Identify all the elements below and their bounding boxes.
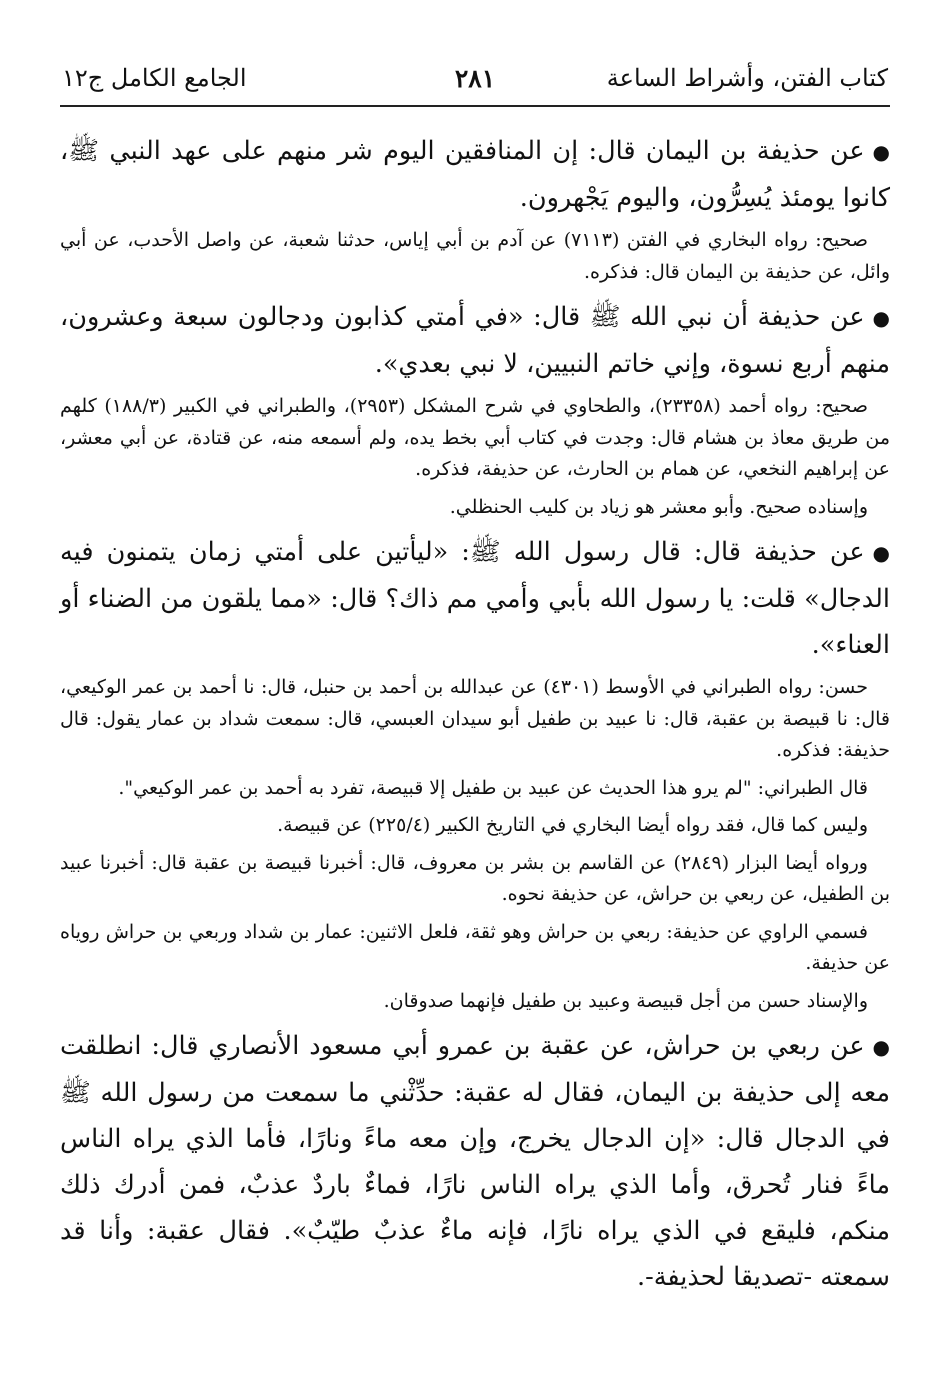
- bullet-icon: ●: [872, 1035, 890, 1059]
- takhrij-note: حسن: رواه الطبراني في الأوسط (٤٣٠١) عن عبدالله بن أحمد بن حنبل، قال: نا أحمد بن عمر الوكيعي، قال: نا قبيصة بن عقبة، قال: نا عبيد بن طفيل أبو سيدان العبسي، قال: سمعت شداد بن عمار يقول: قال حذيفة: فذكره.: [60, 676, 890, 761]
- takhrij-note: والإسناد حسن من أجل قبيصة وعبيد بن طفيل فإنهما صدوقان.: [383, 989, 868, 1012]
- page-body: [60, 128, 890, 1304]
- takhrij-note: وإسناده صحيح. وأبو معشر هو زياد بن كليب الحنظلي.: [449, 495, 868, 518]
- hadith-text: عن ربعي بن حراش، عن عقبة بن عمرو أبي مسعود الأنصاري قال: انطلقت معه إلى حذيفة بن اليمان، فقال له عقبة: حدِّثْني ما سمعت من رسول الله ﷺ في الدجال قال: «إن الدجال يخرج، وإن معه ماءً ونارًا، فأما الذي يراه الناس ماءً فنار تُحرق، وأما الذي يراه الناس نارًا، فماءٌ باردٌ عذبٌ، فمن أدرك ذلك منكم، فليقع في الذي يراه نارًا، فإنه ماءٌ عذبٌ طيّبٌ». فقال عقبة: وأنا قد سمعته -تصديقا لحذيفة-.: [60, 1031, 890, 1292]
- chapter-title: كتاب الفتن، وأشراط الساعة: [606, 64, 888, 92]
- hadith-text: عن حذيفة قال: قال رسول الله ﷺ: «ليأتين على أمتي زمان يتمنون فيه الدجال» قلت: يا رسول الله بأبي وأمي مم ذاك؟ قال: «مما يلقون من الضناء أو العناء».: [60, 537, 890, 660]
- page-number: ٢٨١: [454, 64, 496, 93]
- takhrij-note: فسمي الراوي عن حذيفة: ربعي بن حراش وهو ثقة، فلعل الاثنين: عمار بن شداد وربعي بن حراش روياه عن حذيفة.: [60, 920, 890, 974]
- takhrij-note: قال الطبراني: "لم يرو هذا الحديث عن عبيد بن طفيل إلا قبيصة، تفرد به أحمد بن عمر الوكيعي".: [118, 776, 868, 799]
- header-rule: [60, 105, 890, 107]
- takhrij-note: ورواه أيضا البزار (٢٨٤٩) عن القاسم بن بشر بن معروف، قال: أخبرنا قبيصة بن عقبة قال: أخبرنا عبيد بن الطفيل، عن ربعي بن حراش، عن حذيفة نحوه.: [60, 851, 890, 905]
- takhrij-note: صحيح: رواه أحمد (٢٣٣٥٨)، والطحاوي في شرح المشكل (٢٩٥٣)، والطبراني في الكبير (١٨٨/٣) كلهم من طريق معاذ بن هشام قال: وجدت في كتاب أبي بخط يده، ولم أسمعه منه، عن قتادة، عن أبي معشر، عن إبراهيم النخعي، عن همام بن الحارث، عن حذيفة، فذكره.: [60, 395, 890, 480]
- takhrij-note: وليس كما قال، فقد رواه أيضا البخاري في التاريخ الكبير (٢٢٥/٤) عن قبيصة.: [277, 814, 868, 836]
- hadith-paragraph: [60, 128, 890, 221]
- bullet-icon: ●: [872, 541, 890, 565]
- page-header: [62, 64, 888, 100]
- hadith-paragraph: [60, 1023, 890, 1300]
- takhrij-note: صحيح: رواه البخاري في الفتن (٧١١٣) عن آدم بن أبي إياس، حدثنا شعبة، عن واصل الأحدب، عن أبي وائل، عن حذيفة بن اليمان قال: فذكره.: [60, 229, 890, 283]
- hadith-text: عن حذيفة أن نبي الله ﷺ قال: «في أمتي كذابون ودجالون سبعة وعشرون، منهم أربع نسوة، وإني خاتم النبيين، لا نبي بعدي».: [60, 302, 890, 379]
- hadith-paragraph: [60, 529, 890, 668]
- bullet-icon: ●: [872, 140, 890, 164]
- book-title: الجامع الكامل ج١٢: [62, 64, 247, 92]
- bullet-icon: ●: [872, 306, 890, 330]
- hadith-paragraph: [60, 294, 890, 387]
- hadith-text: عن حذيفة بن اليمان قال: إن المنافقين اليوم شر منهم على عهد النبي ﷺ، كانوا يومئذ يُسِرُّون، واليوم يَجْهرون.: [60, 136, 890, 213]
